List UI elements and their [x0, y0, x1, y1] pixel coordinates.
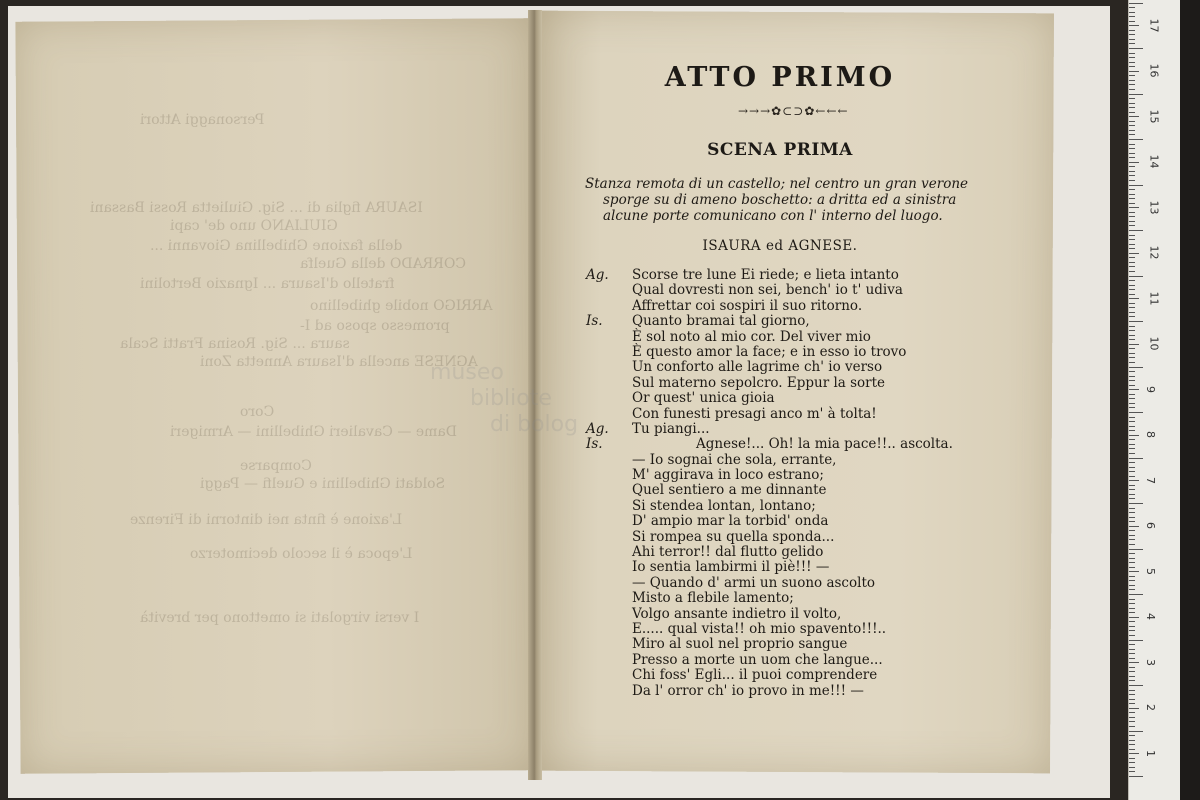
bleed-through-line: L'azione è finta nei dintorni di Firenze: [130, 512, 403, 528]
ruler-tick: [1129, 571, 1139, 572]
ruler-tick: [1129, 462, 1135, 463]
ruler-tick: [1129, 476, 1135, 477]
ruler-tick: [1129, 357, 1135, 358]
ruler-tick: [1129, 448, 1135, 449]
ruler-tick: [1129, 330, 1135, 331]
bleed-through-line: della fazione Ghibellina Giovanni ...: [150, 238, 403, 254]
ruler-number: 1: [1144, 749, 1157, 757]
verse-line: [584, 422, 984, 437]
bleed-through-line: saura ... Sig. Rosina Fratti Scala: [120, 336, 350, 352]
verse-text: Quel sentiero a me dinnante: [632, 482, 827, 499]
ruler-tick: [1129, 189, 1135, 190]
ruler-tick: [1129, 389, 1139, 390]
ruler-tick: [1129, 485, 1135, 486]
ruler-tick: [1129, 435, 1139, 436]
ruler-tick: [1129, 166, 1135, 167]
bleed-through-line: ARRIGO nobile ghibellino: [310, 298, 493, 314]
bleed-through-line: Comparse: [240, 458, 312, 474]
ruler-tick: [1129, 608, 1135, 609]
ruler-tick: [1129, 680, 1135, 681]
ruler-tick: [1129, 576, 1135, 577]
ruler-number: 10: [1147, 336, 1161, 351]
verse-line: [584, 545, 984, 560]
act-title: ATTO PRIMO: [664, 62, 896, 93]
ruler-tick: [1129, 276, 1143, 277]
verse-text: Misto a flebile lamento;: [632, 590, 794, 607]
verse-text: Agnese!... Oh! la mia pace!!.. ascolta.: [696, 436, 953, 453]
bleed-through-line: CORRADO della Guelfa: [300, 256, 467, 272]
ruler-tick: [1129, 121, 1135, 122]
ruler-tick: [1129, 207, 1139, 208]
verse-text: — Quando d' armi un suono ascolto: [632, 574, 875, 591]
verse-text: È sol noto al mio cor. Del viver mio: [632, 328, 871, 345]
ruler-tick: [1129, 471, 1135, 472]
ruler-tick: [1129, 298, 1139, 299]
ruler-tick: [1129, 180, 1135, 181]
ruler-tick: [1129, 539, 1135, 540]
ruler-tick: [1129, 489, 1135, 490]
ruler-tick: [1129, 649, 1135, 650]
ruler-tick: [1129, 703, 1135, 704]
ruler-tick: [1129, 130, 1135, 131]
ruler-tick: [1129, 407, 1135, 408]
ruler-tick: [1129, 48, 1143, 49]
ruler-tick: [1129, 230, 1143, 231]
ruler-tick: [1129, 749, 1135, 750]
ruler-tick: [1129, 731, 1143, 732]
ruler-tick: [1129, 57, 1135, 58]
ruler-edge: [1180, 0, 1200, 800]
verse-line: [584, 607, 984, 622]
verse-line: [584, 299, 984, 314]
ruler-tick: [1129, 235, 1135, 236]
ruler-tick: [1129, 467, 1135, 468]
ruler-tick: [1129, 544, 1135, 545]
bleed-through-line: Soldati Ghibellini e Guelfi — Paggi: [200, 476, 446, 492]
ruler-tick: [1129, 635, 1135, 636]
measuring-ruler: [1128, 0, 1181, 800]
ruler-tick: [1129, 157, 1135, 158]
ruler-tick: [1129, 212, 1135, 213]
ruler-tick: [1129, 171, 1135, 172]
verse-line: [584, 560, 984, 575]
ruler-tick: [1129, 617, 1139, 618]
ruler-tick: [1129, 612, 1135, 613]
ruler-tick: [1129, 453, 1135, 454]
ruler-tick: [1129, 421, 1135, 422]
verse-line: [584, 468, 984, 483]
ruler-tick: [1129, 721, 1135, 722]
ruler-tick: [1129, 549, 1143, 550]
ruler-tick: [1129, 385, 1135, 386]
ruler-tick: [1129, 771, 1135, 772]
ruler-tick: [1129, 553, 1135, 554]
ruler-tick: [1129, 558, 1135, 559]
ruler-tick: [1129, 244, 1135, 245]
ruler-number: 9: [1144, 385, 1157, 393]
ruler-tick: [1129, 253, 1139, 254]
ruler-tick: [1129, 344, 1139, 345]
ruler-tick: [1129, 185, 1143, 186]
ruler-tick: [1129, 776, 1143, 777]
ruler-tick: [1129, 599, 1135, 600]
verse-text: — Io sognai che sola, errante,: [632, 451, 837, 468]
verse-text: Si stendea lontan, lontano;: [632, 497, 816, 514]
ruler-tick: [1129, 694, 1135, 695]
ruler-tick: [1129, 280, 1135, 281]
ruler-number: 14: [1147, 154, 1161, 169]
verse-text: E..... qual vista!! oh mio spavento!!!..: [632, 620, 887, 637]
bleed-through-line: Coro: [240, 404, 275, 420]
verse-line: [584, 514, 984, 529]
ruler-tick: [1129, 353, 1135, 354]
ruler-tick: [1129, 294, 1135, 295]
ruler-tick: [1129, 667, 1135, 668]
bleed-through-line: I versi virgolati si omettono per brevità: [140, 610, 420, 626]
bleed-through-line: ISAURA figlia di ... Sig. Giulietta Rossi Bassani: [90, 200, 423, 216]
ruler-tick: [1129, 426, 1135, 427]
speaker-label: Ag.: [586, 267, 609, 283]
ruler-tick: [1129, 216, 1135, 217]
verse-text: Affrettar coi sospiri il suo ritorno.: [632, 297, 863, 314]
ruler-number: 11: [1147, 291, 1161, 305]
ornament-divider: →→→✿⊂⊃✿←←←: [738, 104, 849, 118]
ruler-tick: [1129, 658, 1135, 659]
ruler-tick: [1129, 367, 1143, 368]
verse-line: [584, 653, 984, 668]
verse-line: [584, 684, 984, 699]
ruler-tick: [1129, 107, 1135, 108]
characters-line: ISAURA ed AGNESE.: [702, 238, 858, 254]
ruler-tick: [1129, 653, 1135, 654]
ruler-tick: [1129, 80, 1135, 81]
verse-text: M' aggirava in loco estrano;: [632, 467, 824, 484]
bleed-through-line: AGNESE ancella d'Isaura Annetta Zoni: [200, 354, 478, 370]
ruler-number: 6: [1144, 522, 1157, 529]
ruler-tick: [1129, 362, 1135, 363]
ruler-tick: [1129, 726, 1135, 727]
ruler-number: 15: [1147, 109, 1161, 123]
verse-line: [584, 668, 984, 683]
ruler-tick: [1129, 626, 1135, 627]
verse-text: Un conforto alle lagrime ch' io verso: [632, 359, 883, 376]
ruler-tick: [1129, 62, 1135, 63]
verse-line: [584, 407, 984, 422]
verse-line: [584, 622, 984, 637]
ruler-number: 12: [1147, 245, 1161, 260]
dialogue-block: [584, 268, 984, 699]
ruler-tick: [1129, 676, 1135, 677]
verse-line: [584, 391, 984, 406]
verse-text: Miro al suol nel proprio sangue: [632, 636, 848, 653]
ruler-tick: [1129, 535, 1135, 536]
verse-line: [584, 360, 984, 375]
verse-text: Scorse tre lune Ei riede; e lieta intanto: [632, 267, 899, 283]
ruler-tick: [1129, 148, 1135, 149]
ruler-tick: [1129, 94, 1143, 95]
stage-direction-line: Stanza remota di un castello; nel centro un gran verone: [585, 176, 969, 192]
ruler-tick: [1129, 321, 1143, 322]
stage-direction: [585, 176, 980, 224]
ruler-tick: [1129, 744, 1135, 745]
ruler-tick: [1129, 371, 1135, 372]
ruler-tick: [1129, 671, 1135, 672]
ruler-tick: [1129, 162, 1139, 163]
ruler-tick: [1129, 75, 1135, 76]
ruler-tick: [1129, 21, 1135, 22]
ruler-tick: [1129, 34, 1135, 35]
bleed-through-line: Dame — Cavalieri Ghibellini — Armigeri: [170, 424, 457, 440]
verse-line: [584, 268, 984, 283]
ruler-tick: [1129, 398, 1135, 399]
verse-text: Ahi terror!! dal flutto gelido: [632, 544, 824, 561]
bleed-through-line: fratello d'Isaura ... Ignazio Bertolini: [140, 276, 395, 292]
ruler-tick: [1129, 380, 1135, 381]
ruler-tick: [1129, 43, 1135, 44]
ruler-tick: [1129, 717, 1135, 718]
ruler-tick: [1129, 257, 1135, 258]
ruler-tick: [1129, 248, 1135, 249]
watermark-line: bibliote: [470, 386, 552, 411]
verse-line: [584, 453, 984, 468]
ruler-tick: [1129, 630, 1135, 631]
bleed-through-line: Personaggi Attori: [140, 112, 265, 128]
ruler-tick: [1129, 503, 1143, 504]
ruler-tick: [1129, 335, 1135, 336]
ruler-tick: [1129, 567, 1135, 568]
ruler-tick: [1129, 594, 1143, 595]
ruler-tick: [1129, 239, 1135, 240]
verse-line: [584, 637, 984, 652]
ruler-tick: [1129, 271, 1135, 272]
bleed-through-line: L'epoca è il secolo decimoterzo: [190, 546, 413, 562]
verse-line: [584, 314, 984, 329]
verse-text: Chi foss' Egli... il puoi comprendere: [632, 667, 878, 684]
ruler-tick: [1129, 762, 1135, 763]
ruler-number: 8: [1144, 431, 1157, 438]
ruler-number: 3: [1144, 658, 1157, 666]
ruler-tick: [1129, 221, 1135, 222]
verse-text: Quanto bramai tal giorno,: [632, 313, 810, 330]
ruler-tick: [1129, 562, 1135, 563]
verse-line: [584, 345, 984, 360]
ruler-tick: [1129, 125, 1135, 126]
ruler-tick: [1129, 71, 1139, 72]
ruler-tick: [1129, 225, 1135, 226]
stage-direction-line: alcune porte comunicano con l' interno del luogo.: [603, 208, 943, 224]
ruler-tick: [1129, 289, 1135, 290]
speaker-label: Is.: [586, 313, 603, 330]
ruler-tick: [1129, 589, 1135, 590]
verse-text: Presso a morte un uom che langue...: [632, 651, 883, 668]
ruler-tick: [1129, 517, 1135, 518]
ruler-tick: [1129, 585, 1135, 586]
verse-text: Tu piangi...: [632, 420, 710, 437]
ruler-tick: [1129, 103, 1135, 104]
speaker-label: Is.: [586, 436, 603, 453]
ruler-tick: [1129, 480, 1139, 481]
ruler-tick: [1129, 708, 1139, 709]
ruler-tick: [1129, 767, 1135, 768]
ruler-tick: [1129, 326, 1135, 327]
ruler-tick: [1129, 307, 1135, 308]
ruler-tick: [1129, 3, 1143, 4]
ruler-tick: [1129, 699, 1135, 700]
ruler-tick: [1129, 712, 1135, 713]
watermark-line: museo: [430, 360, 504, 385]
ruler-tick: [1129, 12, 1135, 13]
verse-line: [584, 576, 984, 591]
ruler-tick: [1129, 316, 1135, 317]
ruler-tick: [1129, 526, 1139, 527]
ruler-tick: [1129, 285, 1135, 286]
ruler-number: 13: [1147, 200, 1161, 214]
ruler-tick: [1129, 662, 1139, 663]
verse-text: Si rompea su quella sponda...: [632, 528, 835, 545]
ruler-number: 7: [1144, 476, 1157, 484]
verse-text: Con funesti presagi anco m' à tolta!: [632, 405, 877, 422]
ruler-tick: [1129, 498, 1135, 499]
bleed-through-line: GIULIANO uno de' capi: [170, 218, 338, 234]
verse-line: [584, 530, 984, 545]
ruler-tick: [1129, 521, 1135, 522]
ruler-tick: [1129, 508, 1135, 509]
ruler-number: 2: [1144, 704, 1157, 711]
verse-text: Volgo ansante indietro il volto,: [632, 605, 842, 622]
ruler-tick: [1129, 621, 1135, 622]
ruler-tick: [1129, 84, 1135, 85]
ruler-tick: [1129, 439, 1135, 440]
verse-line: [584, 283, 984, 298]
verse-text: D' ampio mar la torbid' onda: [632, 513, 829, 530]
ruler-number: 5: [1144, 567, 1157, 575]
ruler-tick: [1129, 116, 1139, 117]
ruler-tick: [1129, 175, 1135, 176]
verse-text: È questo amor la face; e in esso io trovo: [632, 343, 907, 360]
ruler-tick: [1129, 98, 1135, 99]
verse-line: [584, 376, 984, 391]
ruler-tick: [1129, 203, 1135, 204]
verse-line: [584, 330, 984, 345]
ruler-tick: [1129, 16, 1135, 17]
ruler-number: 16: [1147, 63, 1161, 78]
ruler-tick: [1129, 266, 1135, 267]
ruler-tick: [1129, 7, 1135, 8]
ruler-tick: [1129, 312, 1135, 313]
ruler-tick: [1129, 685, 1143, 686]
ruler-tick: [1129, 412, 1143, 413]
verse-text: Qual dovresti non sei, bench' io t' udiva: [632, 282, 903, 299]
ruler-number: 4: [1144, 613, 1157, 620]
ruler-tick: [1129, 303, 1135, 304]
ruler-tick: [1129, 139, 1143, 140]
ruler-tick: [1129, 348, 1135, 349]
ruler-tick: [1129, 153, 1135, 154]
ruler-tick: [1129, 430, 1135, 431]
ruler-tick: [1129, 112, 1135, 113]
ruler-tick: [1129, 53, 1135, 54]
verse-line: [584, 437, 984, 452]
ruler-tick: [1129, 39, 1135, 40]
ruler-tick: [1129, 740, 1135, 741]
verse-line: [584, 499, 984, 514]
ruler-tick: [1129, 262, 1135, 263]
verse-text: Or quest' unica gioia: [632, 390, 775, 407]
verse-line: [584, 591, 984, 606]
ruler-tick: [1129, 690, 1135, 691]
ruler-tick: [1129, 30, 1135, 31]
ruler-tick: [1129, 758, 1135, 759]
ruler-tick: [1129, 644, 1135, 645]
ruler-tick: [1129, 603, 1135, 604]
speaker-label: Ag.: [586, 420, 609, 437]
verse-text: Sul materno sepolcro. Eppur la sorte: [632, 374, 886, 391]
ruler-tick: [1129, 339, 1135, 340]
ruler-tick: [1129, 580, 1135, 581]
bleed-through-line: promesso sposo ad I-: [300, 318, 450, 334]
ruler-tick: [1129, 376, 1135, 377]
verse-text: Da l' orror ch' io provo in me!!! —: [632, 682, 864, 699]
ruler-tick: [1129, 444, 1135, 445]
ruler-tick: [1129, 66, 1135, 67]
ruler-tick: [1129, 194, 1135, 195]
watermark-line: di bolog: [490, 412, 579, 437]
ruler-tick: [1129, 640, 1143, 641]
ruler-tick: [1129, 512, 1135, 513]
ruler-tick: [1129, 494, 1135, 495]
ruler-tick: [1129, 753, 1139, 754]
ruler-number: 17: [1147, 18, 1161, 32]
ruler-tick: [1129, 458, 1143, 459]
ruler-tick: [1129, 134, 1135, 135]
verse-text: Io sentia lambirmi il piè!!! —: [632, 559, 830, 576]
ruler-tick: [1129, 417, 1135, 418]
ruler-tick: [1129, 198, 1135, 199]
ruler-tick: [1129, 403, 1135, 404]
stage-direction-line: sporge su di ameno boschetto: a dritta ed a sinistra: [603, 192, 957, 208]
ruler-tick: [1129, 735, 1135, 736]
verse-line: [584, 483, 984, 498]
scene-heading: SCENA PRIMA: [707, 140, 853, 160]
ruler-tick: [1129, 394, 1135, 395]
ruler-tick: [1129, 89, 1135, 90]
ruler-tick: [1129, 25, 1139, 26]
ruler-tick: [1129, 144, 1135, 145]
ruler-tick: [1129, 530, 1135, 531]
